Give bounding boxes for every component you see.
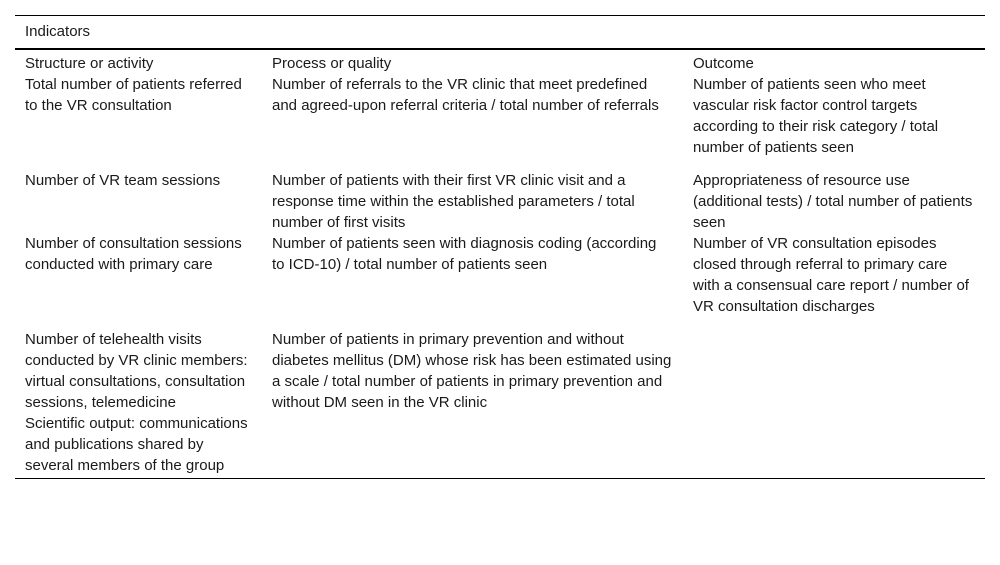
table-header-row — [15, 49, 985, 74]
table-bottom-rule — [15, 479, 985, 482]
table-cell — [683, 329, 985, 413]
indicators-table-container — [15, 15, 985, 481]
table-cell: Number of patients with their first VR clinic visit and a response time within the established parameters / total number of first visits — [272, 172, 635, 231]
table-cell: Total number of patients referred to the VR consultation — [25, 76, 242, 114]
column-header-structure: Structure or activity — [15, 49, 262, 74]
table-row — [15, 74, 985, 170]
table-caption: Indicators — [25, 23, 91, 40]
table-row — [15, 233, 985, 329]
column-header-process: Process or quality — [262, 49, 683, 74]
table-cell: Number of referrals to the VR clinic that meet predefined and agreed-upon referral criteria / total number of referrals — [272, 76, 659, 114]
table-row — [15, 413, 985, 479]
table-cell — [683, 413, 985, 479]
table-cell: Number of telehealth visits conducted by VR clinic members: virtual consultations, consultation sessions, telemedicine — [25, 331, 248, 411]
table-cell: Number of VR consultation episodes closed through referral to primary care with a consensual care report / number of VR consultation discharges — [693, 235, 969, 315]
indicators-table — [15, 15, 985, 481]
table-cell: Scientific output: communications and publications shared by several members of the group — [25, 415, 248, 474]
table-cell: Number of patients seen who meet vascular risk factor control targets according to their risk category / total number of patients seen — [693, 76, 939, 156]
table-row — [15, 329, 985, 413]
table-cell: Number of consultation sessions conducted with primary care — [25, 235, 242, 273]
table-cell — [262, 413, 683, 479]
column-header-outcome: Outcome — [683, 49, 985, 74]
table-cell: Number of patients seen with diagnosis coding (according to ICD-10) / total number of patients seen — [272, 235, 657, 273]
table-cell: Number of patients in primary prevention and without diabetes mellitus (DM) whose risk has been estimated using a scale / total number of patients in primary prevention and without DM seen in the VR clinic — [272, 331, 672, 411]
table-cell: Number of VR team sessions — [25, 172, 221, 189]
table-cell: Appropriateness of resource use (additional tests) / total number of patients seen — [693, 172, 973, 231]
bottom-rule — [15, 479, 985, 482]
table-caption-row — [15, 16, 985, 50]
table-row — [15, 170, 985, 233]
